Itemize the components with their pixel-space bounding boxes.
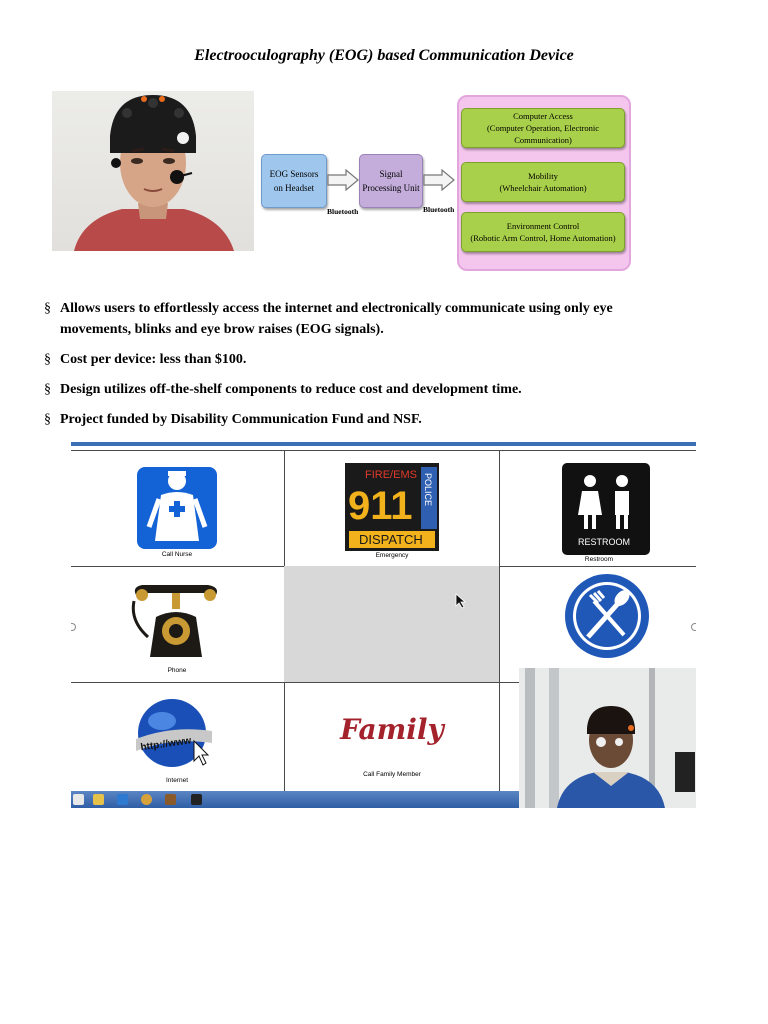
output-detail: (Wheelchair Automation)	[499, 183, 587, 193]
scroll-right-icon[interactable]	[691, 623, 696, 631]
list-item	[44, 298, 644, 340]
terminal-icon[interactable]	[191, 794, 202, 805]
user-headset-photo	[52, 91, 254, 251]
communication-app-screenshot	[71, 442, 696, 808]
bullet-mark: §	[44, 412, 51, 427]
page-title: Electrooculography (EOG) based Communication Device	[194, 47, 574, 64]
list-item	[44, 379, 644, 400]
food-tile[interactable]	[499, 566, 696, 683]
tile-label: Restroom	[584, 556, 614, 563]
bluetooth-label-2: Bluetooth	[423, 205, 455, 214]
restroom-icon	[562, 463, 650, 555]
restroom-tile[interactable]	[499, 450, 696, 567]
output-title: Environment Control	[506, 221, 580, 231]
tile-label: Call Family Member	[363, 771, 421, 778]
emergency-tile[interactable]	[284, 450, 500, 567]
webcam-overlay	[519, 668, 696, 808]
output-title: Computer Access	[513, 111, 573, 121]
url-text: http://www	[139, 735, 193, 754]
bullet-text: Allows users to effortlessly access the internet and electronically communicate using only eye movements, blinks and eye brow raises (EOG signals).	[60, 301, 613, 337]
list-item	[44, 409, 644, 430]
selected-empty-tile[interactable]	[284, 566, 500, 683]
arrow-right-icon	[327, 169, 359, 191]
mouse-cursor-icon	[455, 593, 467, 609]
start-icon[interactable]	[73, 794, 84, 805]
restroom-sign-text: RESTROOM	[578, 537, 631, 547]
bullet-text: Cost per device: less than $100.	[60, 352, 247, 367]
folder-icon[interactable]	[93, 794, 104, 805]
mobility-block	[461, 162, 625, 202]
bullet-mark: §	[44, 301, 51, 316]
list-item	[44, 349, 644, 370]
tile-label: Phone	[167, 667, 187, 674]
environment-control-block	[461, 212, 625, 252]
bluetooth-label-1: Bluetooth	[327, 207, 359, 216]
bullet-text: Design utilizes off-the-shelf components to reduce cost and development time.	[60, 382, 522, 397]
internet-icon	[132, 695, 216, 771]
tile-label: Emergency	[375, 552, 409, 559]
911-text: 911	[348, 484, 413, 528]
food-icon	[564, 573, 650, 659]
output-title: Mobility	[528, 171, 558, 181]
police-text: POLICE	[423, 473, 433, 507]
family-icon: Family	[340, 713, 444, 746]
call-nurse-tile[interactable]	[71, 450, 285, 567]
chrome-icon[interactable]	[141, 794, 152, 805]
bullet-text: Project funded by Disability Communication Fund and NSF.	[60, 412, 422, 427]
system-block-diagram	[255, 90, 635, 275]
arrow-right-icon	[423, 169, 455, 191]
emergency-911-icon	[345, 463, 439, 551]
sensor-line-1: EOG Sensors	[269, 169, 319, 179]
phone-tile[interactable]	[71, 566, 285, 683]
bullet-mark: §	[44, 352, 51, 367]
signal-processing-block	[359, 154, 423, 208]
feature-list	[44, 298, 644, 439]
processor-line-1: Signal	[379, 169, 403, 179]
bullet-mark: §	[44, 382, 51, 397]
internet-tile[interactable]	[71, 682, 285, 794]
processor-line-2: Processing Unit	[362, 183, 420, 193]
fire-ems-text: FIRE/EMS	[365, 469, 417, 481]
dispatch-text: DISPATCH	[359, 532, 423, 547]
output-detail: (Computer Operation, Electronic Communication)	[486, 123, 600, 145]
output-detail: (Robotic Arm Control, Home Automation)	[470, 233, 616, 243]
call-family-tile[interactable]	[284, 682, 500, 794]
eog-sensors-block	[261, 154, 327, 208]
skype-icon[interactable]	[117, 794, 128, 805]
tile-label: Call Nurse	[161, 551, 193, 558]
app-icon[interactable]	[165, 794, 176, 805]
phone-icon	[128, 581, 224, 661]
sensor-line-2: on Headset	[273, 183, 315, 193]
nurse-icon	[137, 467, 217, 549]
computer-access-block	[461, 108, 625, 148]
tile-label: Internet	[165, 777, 189, 784]
